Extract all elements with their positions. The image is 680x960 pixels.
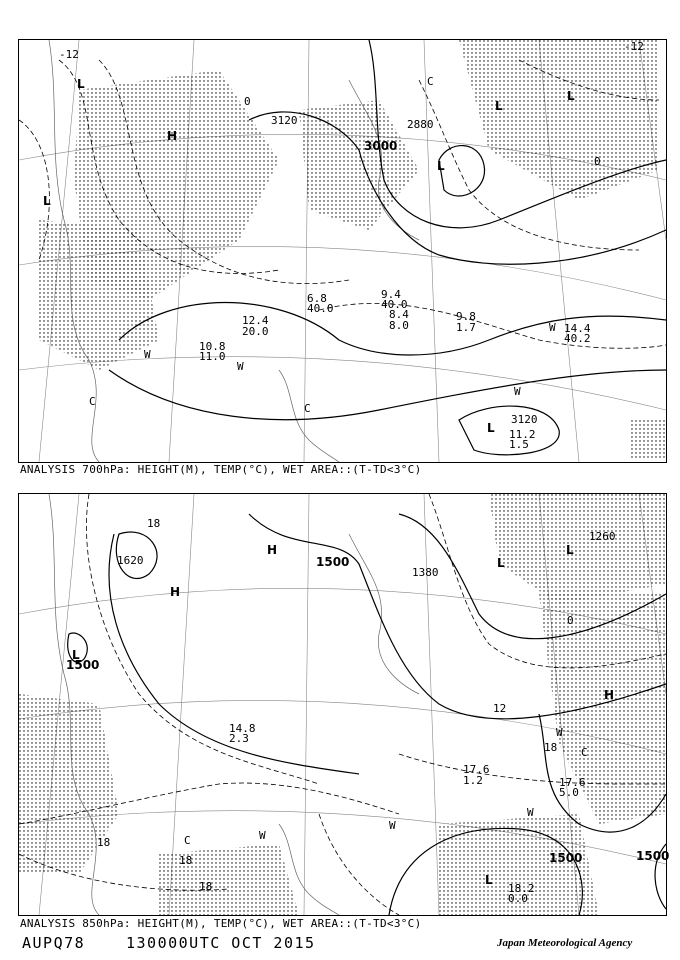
- station-value: 14.8: [229, 722, 256, 735]
- station-value: 40.0: [307, 302, 334, 315]
- high-center: H: [604, 688, 615, 702]
- temp-warm-label: W: [259, 829, 266, 842]
- temp-warm-label: W: [527, 806, 534, 819]
- height-label: 3120: [271, 114, 298, 127]
- temp-warm-label: W: [389, 819, 396, 832]
- low-center: L: [495, 99, 503, 113]
- isotherm-label: 12: [493, 702, 507, 715]
- temp-cold-label: C: [304, 402, 311, 415]
- station-value: 1.5: [509, 438, 529, 451]
- temp-warm-label: W: [514, 385, 521, 398]
- station-value: 17.6: [463, 763, 490, 776]
- height-label: 1260: [589, 530, 616, 543]
- station-value: 8.4: [389, 308, 409, 321]
- map-700hpa-canvas: [19, 40, 666, 462]
- station-value: 11.0: [199, 350, 226, 363]
- low-center: L: [487, 421, 495, 435]
- isotherm-label: 0: [244, 95, 251, 108]
- station-value: 20.0: [242, 325, 269, 338]
- station-value: 8.0: [389, 319, 409, 332]
- low-center: L: [72, 648, 80, 662]
- temp-warm-label: W: [237, 360, 244, 373]
- isotherm-label: 18: [199, 880, 213, 893]
- isotherm-label: -12: [624, 40, 644, 53]
- low-center: L: [567, 89, 575, 103]
- station-value: 40.0: [381, 298, 408, 311]
- station-value: 2.3: [229, 732, 249, 745]
- station-value: 12.4: [242, 314, 269, 327]
- high-center: H: [170, 585, 181, 599]
- height-label: 1500: [636, 849, 670, 863]
- temp-cold-label: C: [184, 834, 191, 847]
- temp-cold-label: C: [89, 395, 96, 408]
- chart-code: AUPQ78: [22, 934, 86, 952]
- station-value: 18.2: [508, 882, 535, 895]
- map-panel-700hpa: [18, 39, 667, 463]
- station-value: 1.7: [456, 321, 476, 334]
- station-value: 9.4: [381, 288, 401, 301]
- high-center: H: [167, 129, 178, 143]
- temp-warm-label: W: [144, 348, 151, 361]
- caption-700hpa: ANALYSIS 700hPa: HEIGHT(M), TEMP(°C), WET AREA::(T-TD<3°C): [20, 463, 422, 476]
- map-850hpa-canvas: [19, 494, 670, 915]
- height-label: 3000: [364, 139, 398, 153]
- wet-area-stipple: [39, 40, 666, 460]
- station-value: 0.0: [508, 892, 528, 905]
- low-center: L: [566, 543, 574, 557]
- station-value: 11.2: [509, 428, 536, 441]
- isotherm-label: 18: [147, 517, 161, 530]
- high-center: H: [267, 543, 278, 557]
- temp-cold-label: C: [427, 75, 434, 88]
- station-value: 10.8: [199, 340, 226, 353]
- low-center: L: [437, 159, 445, 173]
- height-label: 1500: [316, 555, 350, 569]
- isotherm-label: -12: [59, 48, 79, 61]
- map-panel-850hpa: [18, 493, 670, 916]
- height-label: 1500: [549, 851, 583, 865]
- low-center: L: [485, 873, 493, 887]
- height-label: 1500: [66, 658, 100, 672]
- height-label: 3120: [511, 413, 538, 426]
- temp-warm-label: W: [549, 321, 556, 334]
- isotherm-label: 0: [594, 155, 601, 168]
- temp-warm-label: W: [556, 726, 563, 739]
- low-center: L: [43, 194, 51, 208]
- height-label: 1380: [412, 566, 439, 579]
- temp-cold-label: C: [581, 746, 588, 759]
- station-value: 9.8: [456, 310, 476, 323]
- height-label: 2880: [407, 118, 434, 131]
- isotherm-label: 0: [567, 614, 574, 627]
- valid-time: 130000UTC OCT 2015: [126, 934, 316, 952]
- isotherm-label: 18: [97, 836, 111, 849]
- agency-name: Japan Meteorological Agency: [497, 937, 633, 949]
- station-value: 5.0: [559, 786, 579, 799]
- station-value: 14.4: [564, 322, 591, 335]
- low-center: L: [497, 556, 505, 570]
- caption-850hpa: ANALYSIS 850hPa: HEIGHT(M), TEMP(°C), WET AREA::(T-TD<3°C): [20, 917, 422, 930]
- station-value: 40.2: [564, 332, 591, 345]
- station-value: 1.2: [463, 774, 483, 787]
- station-value: 17.6: [559, 776, 586, 789]
- height-label: 1620: [117, 554, 144, 567]
- isotherm-label: 18: [179, 854, 193, 867]
- isotherm-label: 18: [544, 741, 558, 754]
- low-center: L: [77, 77, 85, 91]
- station-value: 6.8: [307, 292, 327, 305]
